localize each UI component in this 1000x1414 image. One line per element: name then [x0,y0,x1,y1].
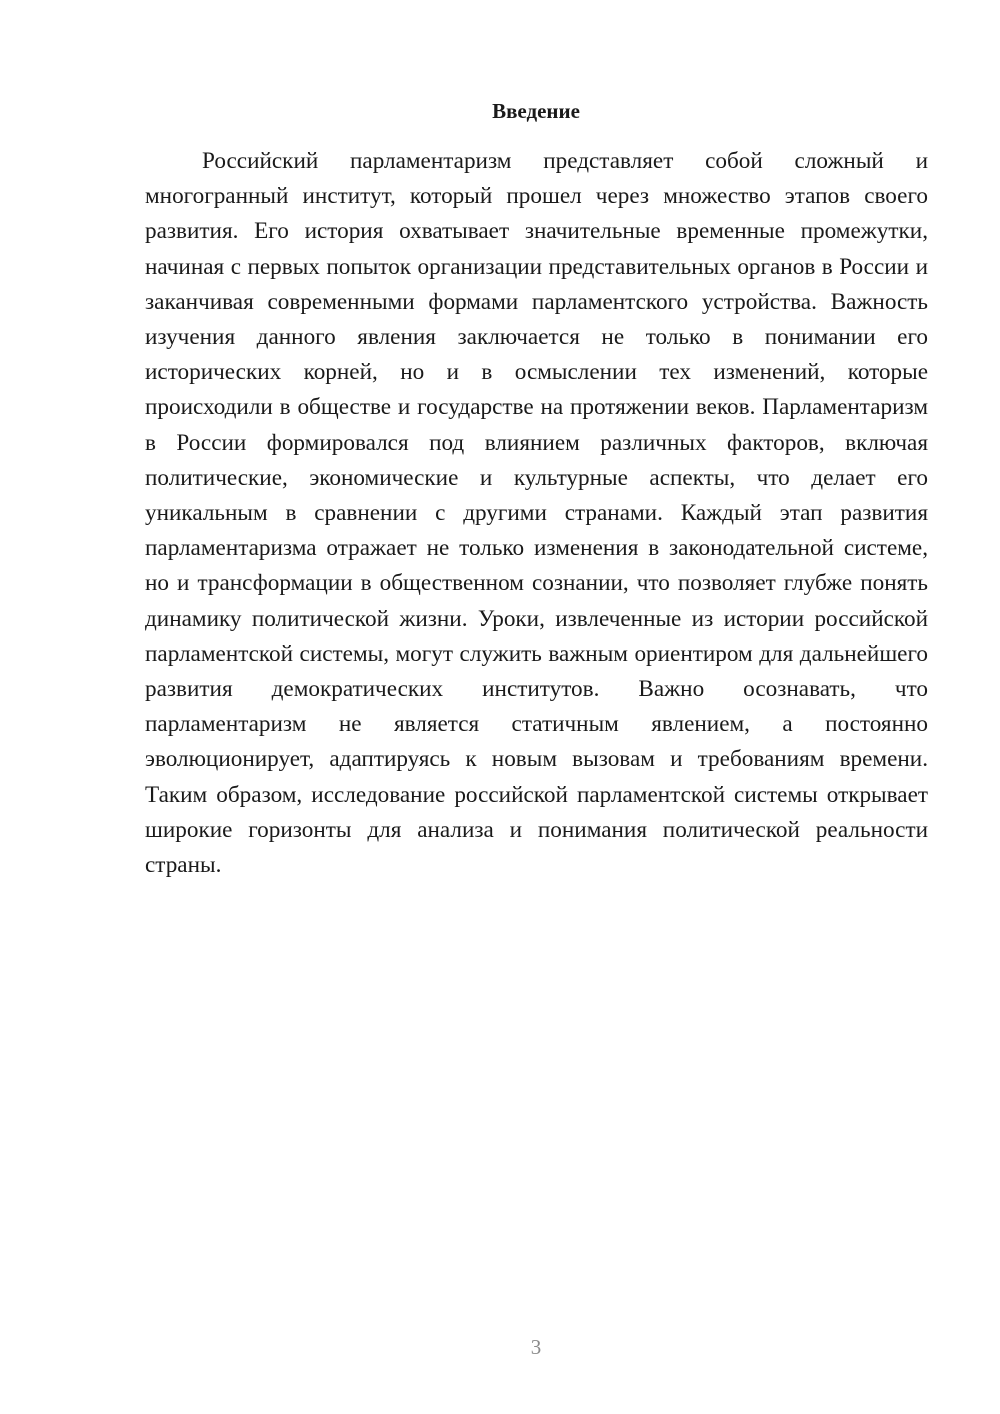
page-number: 3 [530,1335,542,1359]
section-heading: Введение [492,99,580,123]
body-paragraph: Российский парламентаризм представляет собой сложный и многогранный институт, который прошел через множество этапов своего развития. Его история охватывает значительные временные промежутки, начиная с первых попыток организации представительных органов в России и заканчивая современными формами парламентского устройства. Важность изучения данного явления заключается не только в понимании его исторических корней, но и в осмыслении тех изменений, которые происходили в обществе и государстве на протяжении веков. Парламентаризм в России формировался под влиянием различных факторов, включая политические, экономические и культурные аспекты, что делает его уникальным в сравнении с другими странами. Каждый этап развития парламентаризма отражает не только изменения в законодательной системе, но и трансформации в общественном сознании, что позволяет глубже понять динамику политической жизни. Уроки, извлеченные из истории российской парламентской системы, могут служить важным ориентиром для дальнейшего развития демократических институтов. Важно осознавать, что парламентаризм не является статичным явлением, а постоянно эволюционирует, адаптируясь к новым вызовам и требованиям времени. Таким образом, исследование российской парламентской системы открывает широкие горизонты для анализа и понимания политической реальности страны. [145,148,928,879]
